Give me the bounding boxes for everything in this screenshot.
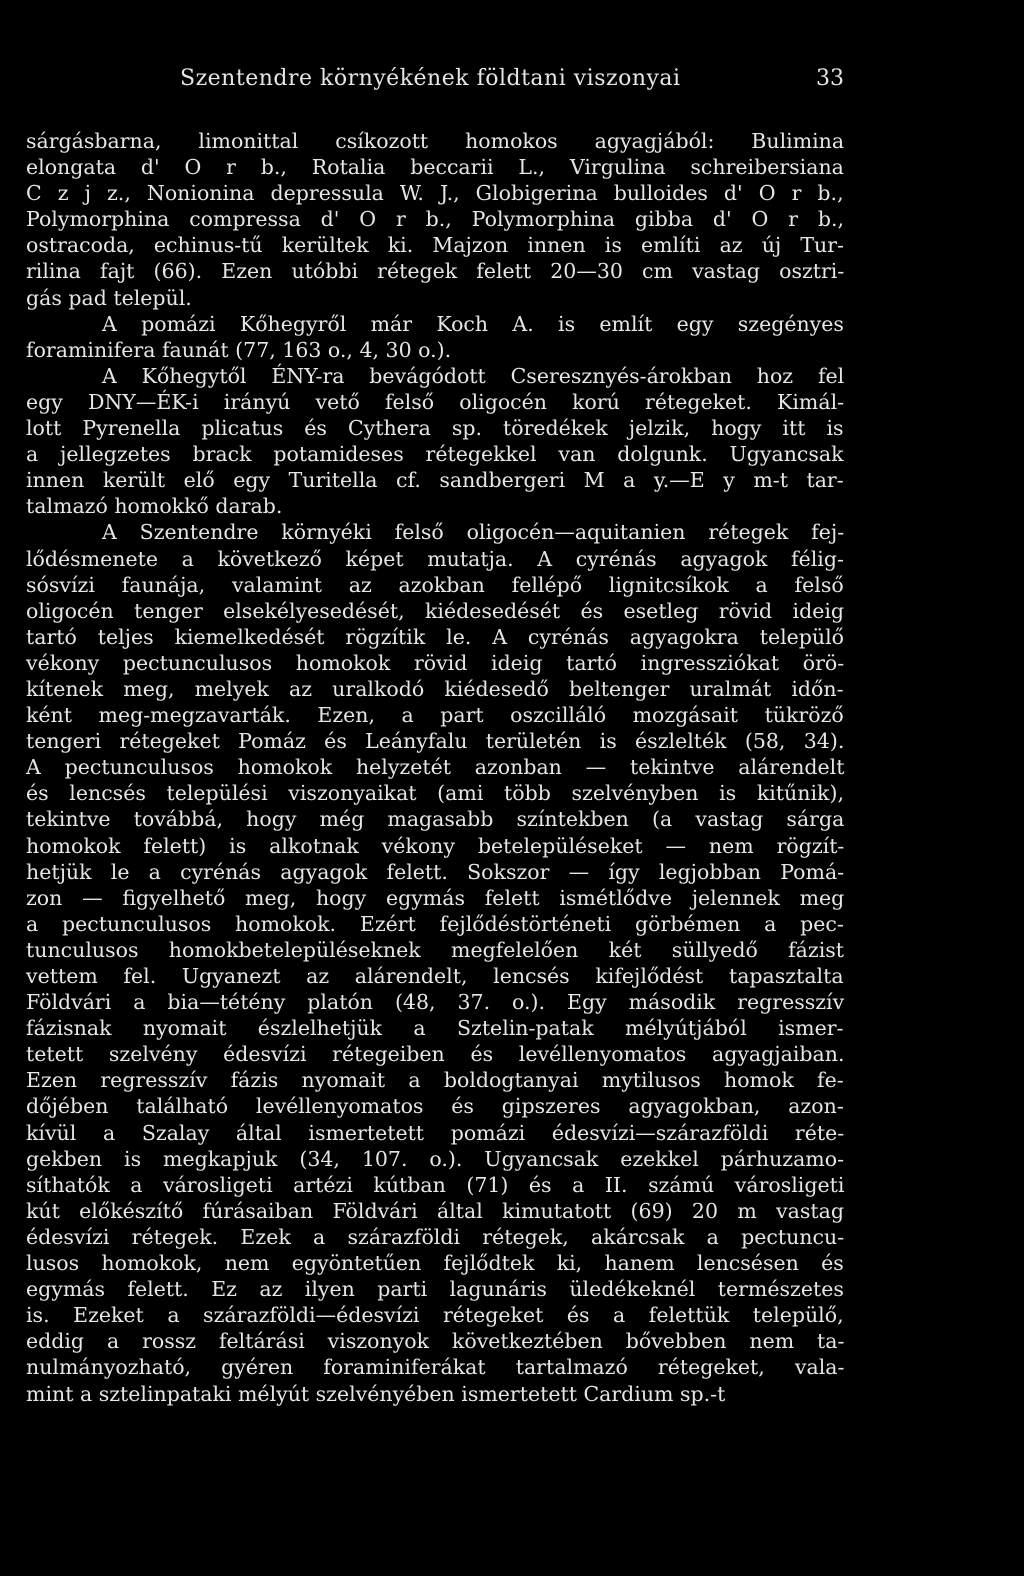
- text-line: A Kőhegytől ÉNY-ra bevágódott Cseresznyés-árokban hoz fel: [102, 363, 845, 388]
- text-line: tekintve továbbá, hogy még magasabb színtekben (a vastag sárga: [26, 807, 845, 832]
- text-line: dőjében található levéllenyomatos és gipszeres agyagokban, azon-: [26, 1094, 844, 1119]
- text-line: tetett szelvény édesvízi rétegeiben és levéllenyomatos agyagjaiban.: [26, 1042, 845, 1067]
- text-line: Polymorphina compressa d' O r b., Polymorphina gibba d' O r b.,: [26, 207, 845, 232]
- text-line: oligocén tenger elsekélyesedését, kiédesedését és esetleg rövid ideig: [26, 598, 845, 623]
- text-line: homokok felett) is alkotnak vékony betelepüléseket — nem rögzít-: [26, 833, 845, 858]
- text-line: tartó teljes kiemelkedését rögzítik le. A cyrénás agyagokra települő: [26, 624, 845, 649]
- text-line: A pomázi Kőhegyről már Koch A. is említ egy szegényes: [102, 311, 844, 336]
- text-line: ostracoda, echinus-tű kerültek ki. Majzon innen is említi az új Tur-: [26, 233, 844, 258]
- body-text: [26, 128, 844, 1407]
- running-header: Szentendre környékének földtani viszonyai: [180, 66, 681, 91]
- text-line: lusos homokok, nem egyöntetűen fejlődtek ki, hanem lencsésen és: [26, 1251, 844, 1276]
- text-line: Földvári a bia—tétény platón (48, 37. o.). Egy második regresszív: [26, 990, 845, 1015]
- text-line: sósvízi faunája, valamint az azokban fellépő lignitcsíkok a felső: [26, 572, 844, 597]
- text-line: Ezen regresszív fázis nyomait a boldogtanyai mytilusos homok fe-: [26, 1068, 844, 1093]
- text-line: édesvízi rétegek. Ezek a szárazföldi rétegek, akárcsak a pectuncu-: [26, 1224, 845, 1249]
- text-line: is. Ezeket a szárazföldi—édesvízi rétegeket és a felettük települő,: [26, 1303, 844, 1328]
- text-line: sárgásbarna, limonittal csíkozott homokos agyagjából: Bulimina: [26, 129, 845, 153]
- text-line: C z j z., Nonionina depressula W. J., Globigerina bulloides d' O r b.,: [26, 181, 844, 206]
- text-line: és lencsés települési viszonyaikat (ami több szelvényben is kitűnik),: [26, 781, 844, 806]
- paragraph: [26, 128, 844, 311]
- text-line: egymás felett. Ez az ilyen parti lagunáris üledékeknél természetes: [26, 1277, 844, 1302]
- text-line: síthatók a városligeti artézi kútban (71) és a II. számú városligeti: [26, 1172, 845, 1197]
- text-line: a pectunculusos homokok. Ezért fejlődéstörténeti görbémen a pec-: [26, 911, 844, 936]
- text-line: vékony pectunculusos homokok rövid ideig tartó ingressziókat örö-: [26, 650, 845, 675]
- text-line: ként meg-megzavarták. Ezen, a part oszcilláló mozgásait tükröző: [26, 703, 844, 728]
- paragraph: [26, 363, 844, 520]
- page-number: 33: [816, 66, 844, 91]
- paragraph: [26, 311, 844, 363]
- text-line: lott Pyrenella plicatus és Cythera sp. töredékek jelzik, hogy itt is: [26, 416, 844, 441]
- text-line: elongata d' O r b., Rotalia beccarii L., Virgulina schreibersiana: [26, 155, 844, 180]
- text-line: rilina fajt (66). Ezen utóbbi rétegek felett 20—30 cm vastag osztri-: [26, 259, 845, 284]
- text-line: A pectunculusos homokok helyzetét azonban — tekintve alárendelt: [26, 755, 845, 780]
- text-line: kívül a Szalay által ismertetett pomázi édesvízi—szárazföldi réte-: [26, 1120, 845, 1145]
- text-line: A Szentendre környéki felső oligocén—aquitanien rétegek fej-: [102, 520, 845, 545]
- text-line: tengeri rétegeket Pomáz és Leányfalu területén is észlelték (58, 34).: [26, 729, 845, 754]
- text-line: innen került elő egy Turitella cf. sandbergeri M a y.—E y m-t tar-: [26, 468, 844, 493]
- text-line: foraminifera faunát (77, 163 o., 4, 30 o.).: [26, 337, 452, 362]
- text-line: kút előkészítő fúrásaiban Földvári által kimutatott (69) 20 m vastag: [26, 1198, 844, 1223]
- text-line: a jellegzetes brack potamideses rétegekkel van dolgunk. Ugyancsak: [26, 442, 844, 467]
- text-line: nulmányozható, gyéren foraminiferákat tartalmazó rétegeket, vala-: [26, 1355, 845, 1380]
- text-line: fázisnak nyomait észlelhetjük a Sztelin-patak mélyútjából ismer-: [26, 1016, 844, 1041]
- text-line: kítenek meg, melyek az uralkodó kiédesedő beltenger uralmát időn-: [26, 676, 844, 701]
- text-line: zon — figyelhető meg, hogy egymás felett ismétlődve jelennek meg: [26, 885, 845, 910]
- text-line: gekben is megkapjuk (34, 107. o.). Ugyancsak ezekkel párhuzamo-: [26, 1146, 845, 1171]
- text-line: tunculusos homokbetelepüléseknek megfelelően két süllyedő fázist: [26, 937, 845, 962]
- text-line: hetjük le a cyrénás agyagok felett. Sokszor — így legjobban Pomá-: [26, 859, 845, 884]
- paragraph: [26, 519, 844, 1406]
- text-line: egy DNY—ÉK-i irányú vető felső oligocén korú rétegeket. Kimál-: [26, 389, 845, 414]
- text-line: gás pad települ.: [26, 285, 192, 310]
- text-line: mint a sztelinpataki mélyút szelvényében ismertetett Cardium sp.-t: [26, 1381, 726, 1406]
- text-line: vettem fel. Ugyanezt az alárendelt, lencsés kifejlődést tapasztalta: [26, 964, 844, 988]
- text-line: eddig a rossz feltárási viszonyok következtében bővebben nem ta-: [26, 1329, 845, 1354]
- text-line: talmazó homokkő darab.: [26, 494, 283, 519]
- text-line: lődésmenete a következő képet mutatja. A cyrénás agyagok félig-: [26, 546, 844, 571]
